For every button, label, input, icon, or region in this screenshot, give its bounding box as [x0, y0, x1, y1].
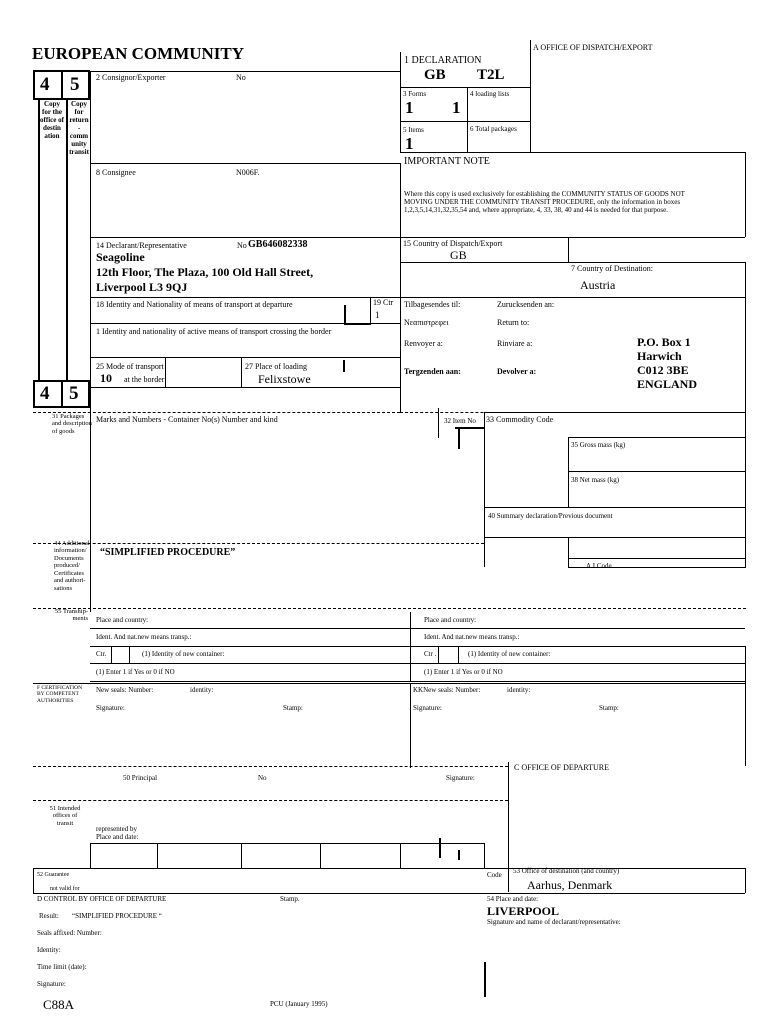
transhipment-place: Place and country:	[96, 616, 149, 624]
ctr-label: 19 Ctr	[373, 298, 394, 307]
important-note-text: Where this copy is used exclusively for establishing the COMMUNITY STATUS OF GOODS NOT MOVING UNDER THE COMMUNITY TRANSIT PROCEDURE, only the information in boxes 1,2,3,5,14,31,32,35,54 and, where appropriate, 4, 33, 38, 40 and 44 is needed for that purpose.	[404, 190, 685, 215]
country-dispatch-value: GB	[450, 248, 467, 262]
place-date-label: Place and date:	[96, 833, 139, 841]
ctr-value: 1	[375, 310, 380, 320]
return-label-da: Tilbagesendes til:	[404, 300, 461, 309]
return-label-en: Return to:	[497, 318, 530, 327]
country-dispatch-label: 15 Country of Dispatch/Export	[403, 239, 503, 248]
transhipment-enter: (1) Enter 1 if Yes or 0 if NO	[96, 668, 175, 676]
total-packages-label: 6 Total packages	[470, 125, 517, 133]
return-label-nl: Tergzenden aan:	[404, 367, 461, 376]
new-seals-label-2: KKNew seals: Number:	[413, 686, 481, 694]
mode-transport-sub: at the border	[124, 375, 165, 384]
declaration-label: 1 DECLARATION	[404, 55, 482, 66]
items-label: 5 Items	[403, 126, 424, 134]
net-mass-label: 38 Net mass (kg)	[571, 476, 620, 484]
forms-label: 3 Forms	[403, 90, 427, 98]
declaration-gb: GB	[424, 67, 446, 83]
signature-label-2: Signature:	[413, 704, 442, 712]
place-loading-value: Felixstowe	[258, 372, 311, 386]
control-signature-label: Signature:	[37, 980, 66, 988]
certification-label: F CERTIFICATION BY COMPETENT AUTHORITIES	[37, 685, 83, 704]
declarant-label: 14 Declarant/Representative	[96, 241, 187, 250]
consignee-label: 8 Consignee	[96, 168, 136, 177]
principal-signature-label: Signature:	[446, 774, 475, 782]
identity-label-2: identity:	[507, 686, 531, 694]
marks-numbers-label: Marks and Numbers - Container No(s) Number and kind	[96, 415, 278, 424]
country-destination-label: 7 Country of Destination:	[571, 264, 653, 273]
result-label: Result:	[39, 912, 59, 920]
gross-mass-label: 35 Gross mass (kg)	[571, 441, 626, 449]
packages-label: 31 Packages and description of goods	[52, 413, 92, 435]
transhipment-place-2: Place and country:	[424, 616, 477, 624]
guarantee-not-valid: not valid for	[50, 886, 80, 892]
result-value: “SIMPLIFIED PROCEDURE “	[72, 912, 162, 920]
additional-info-label: 44 Additional information/ Documents produced/ Certificates and authori- sations	[54, 540, 90, 592]
transhipment-ctr-2: Ctr .	[424, 650, 437, 658]
transhipments-label: 55 Tranship- ments	[54, 608, 88, 623]
return-address-3: C012 3BE	[637, 363, 689, 377]
transhipment-ident: Ident. And nat.new means transp.:	[96, 633, 192, 641]
office-destination-label: 53 Office of destination (and country)	[513, 867, 620, 875]
item-no-label: 32 Item No	[444, 417, 476, 425]
guarantee-label: 52 Guarantee	[37, 872, 70, 878]
office-dispatch-label: A OFFICE OF DISPATCH/EXPORT	[533, 43, 653, 52]
transit-offices-label: 51 Intended offices of transit	[49, 805, 81, 827]
additional-info-value: “SIMPLIFIED PROCEDURE”	[100, 547, 236, 558]
declarant-address-2: Liverpool L3 9QJ	[96, 280, 188, 294]
declarant-signature-label: Signature and name of declarant/representative:	[487, 918, 621, 926]
return-label-el: Νεαπιστρεφει	[404, 318, 449, 327]
copy-number-4-bottom: 4	[40, 383, 50, 404]
return-address-2: Harwich	[637, 349, 682, 363]
return-address-1: P.O. Box 1	[637, 335, 691, 349]
return-label-de: Zurucksenden an:	[497, 300, 555, 309]
principal-no-label: No	[258, 774, 267, 782]
principal-label: 50 Principal	[123, 774, 158, 782]
declarant-no-value: GB646082338	[248, 239, 308, 250]
items-value: 1	[405, 134, 414, 153]
ai-code-label: A.I.Code	[586, 562, 612, 570]
form-code: C88A	[43, 997, 75, 1012]
transhipment-identity-container: (1) Identity of new container:	[142, 650, 225, 658]
control-stamp-label: Stamp.	[280, 895, 300, 903]
copy-number-5: 5	[70, 74, 80, 95]
summary-declaration-label: 40 Summary declaration/Previous document	[488, 512, 613, 520]
transhipment-ctr: Ctr.	[96, 650, 107, 658]
copy-number-5-bottom: 5	[69, 383, 79, 404]
control-identity-label: Identity:	[37, 946, 61, 954]
represented-label: represented by	[96, 825, 138, 833]
form-title: EUROPEAN COMMUNITY	[32, 44, 245, 63]
return-label-fr: Renvoyer a:	[404, 339, 443, 348]
stamp-label-2: Stamp:	[599, 704, 619, 712]
stamp-label: Stamp:	[283, 704, 303, 712]
important-note-title: IMPORTANT NOTE	[404, 156, 490, 167]
loading-lists-label: 4 loading lists	[470, 90, 510, 98]
country-destination-value: Austria	[580, 278, 616, 292]
place-date-54-value: LIVERPOOL	[487, 904, 560, 918]
declaration-t2l: T2L	[477, 67, 505, 83]
control-label: D CONTROL BY OFFICE OF DEPARTURE	[37, 895, 167, 903]
commodity-code-label: 33 Commodity Code	[486, 415, 554, 424]
office-departure-label: C OFFICE OF DEPARTURE	[514, 763, 610, 772]
copy-number-4: 4	[40, 74, 50, 95]
declarant-address-1: 12th Floor, The Plaza, 100 Old Hall Street,	[96, 265, 314, 279]
transhipment-enter-2: (1) Enter 1 if Yes or 0 if NO	[424, 668, 503, 676]
mode-transport-value: 10	[100, 371, 112, 385]
form-version: PCU (January 1995)	[270, 1000, 328, 1008]
return-label-it: Rinviare a:	[497, 339, 533, 348]
mode-transport-label: 25 Mode of transport	[96, 362, 164, 371]
transhipment-ident-2: Ident. And nat.new means transp.:	[424, 633, 520, 641]
return-label-es: Devolver a:	[497, 367, 537, 376]
seals-affixed-label: Seals affixed: Number:	[37, 929, 102, 937]
place-date-54-label: 54 Place and date:	[487, 895, 539, 903]
copy-5-description: Copy for return - comm unity transit	[69, 100, 89, 157]
code-label: Code	[487, 871, 502, 879]
signature-label: Signature:	[96, 704, 125, 712]
new-seals-label: New seals: Number:	[96, 686, 154, 694]
time-limit-label: Time limit (date):	[37, 963, 87, 971]
declarant-name: Seagoline	[96, 250, 145, 264]
declarant-no-label: No	[237, 241, 247, 250]
consignor-no-label: No	[236, 73, 246, 82]
copy-4-description: Copy for the office of destin ation	[40, 100, 64, 141]
loading-lists-value: 1	[452, 98, 461, 117]
office-destination-value: Aarhus, Denmark	[527, 878, 613, 892]
transport-departure-label: 18 Identity and Nationality of means of transport at departure	[96, 300, 293, 309]
transport-border-label: 1 Identity and nationality of active means of transport crossing the border	[96, 327, 332, 336]
consignor-label: 2 Consignor/Exporter	[96, 73, 166, 82]
forms-value: 1	[405, 98, 414, 117]
consignee-value: N006F.	[236, 168, 260, 177]
transhipment-identity-container-2: (1) Identity of new container:	[468, 650, 551, 658]
identity-label: identity:	[190, 686, 214, 694]
return-address-4: ENGLAND	[637, 377, 698, 391]
place-loading-label: 27 Place of loading	[245, 362, 307, 371]
